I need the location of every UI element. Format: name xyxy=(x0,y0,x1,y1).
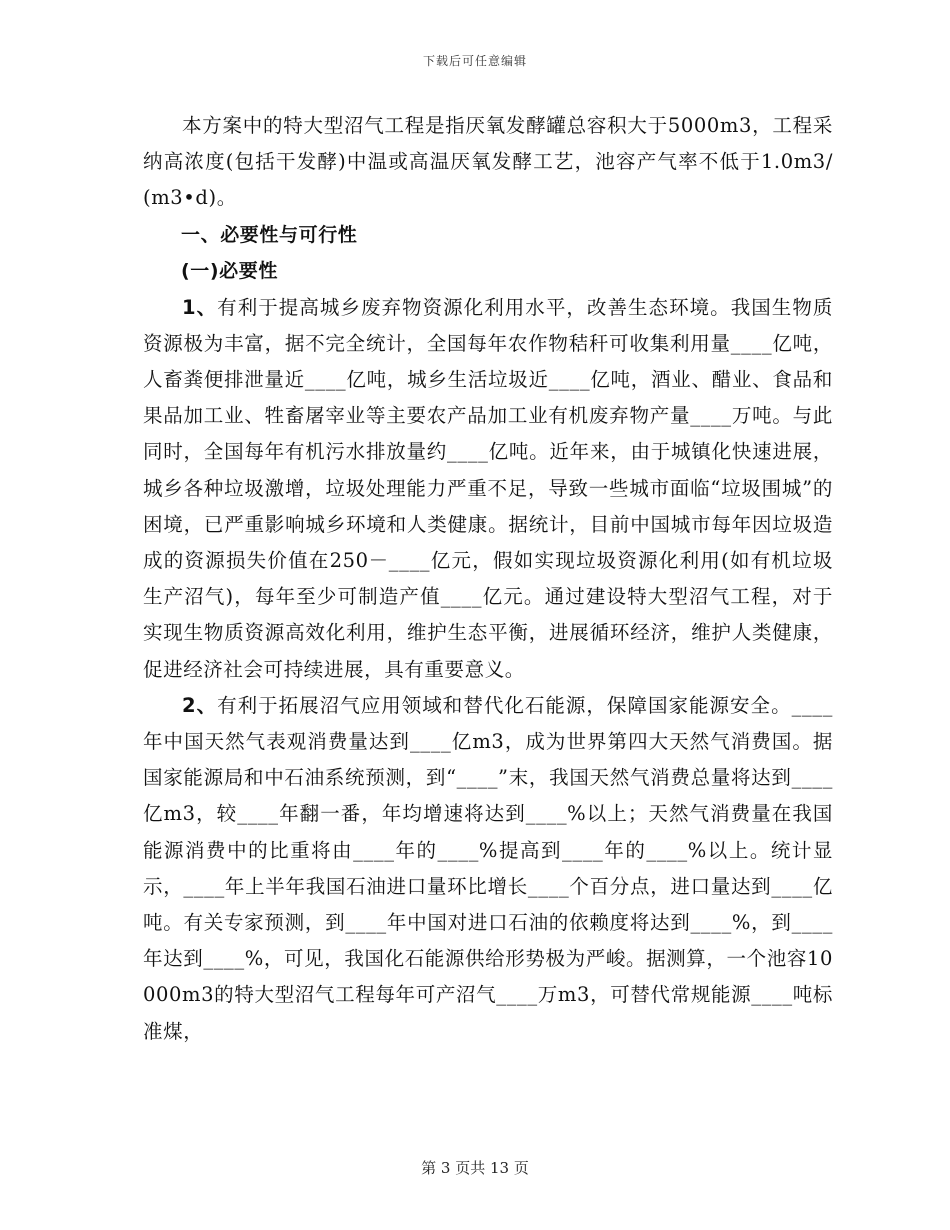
item-1-number: 1、 xyxy=(182,295,218,319)
item-2-text: 有利于拓展沼气应用领域和替代化石能源，保障国家能源安全。____年中国天然气表观消费量达到____亿m3，成为世界第四大天然气消费国。据国家能源局和中石油系统预测，到“____”末，我国天然气消费总量将达到____亿m3，较____年翻一番，年均增速将达到____%以上；天然气消费量在我国能源消费中的比重将由____年的____%提高到____年的____%以上。统计显示，____年上半年我国石油进口量环比增长____个百分点，进口量达到____亿吨。有关专家预测，到____年中国对进口石油的依赖度将达到____%，到____年达到____%，可见，我国化石能源供给形势极为严峻。据测算，一个池容10000m3的特大型沼气工程每年可产沼气____万m3，可替代常规能源____吨标准煤， xyxy=(143,693,833,1043)
document-body xyxy=(143,108,833,1050)
intro-paragraph: 本方案中的特大型沼气工程是指厌氧发酵罐总容积大于5000m3，工程采纳高浓度(包括干发酵)中温或高温厌氧发酵工艺，池容产气率不低于1.0m3/(m3•d)。 xyxy=(143,114,833,210)
section-title: 一、必要性与可行性 xyxy=(181,223,358,246)
subsection-title: (一)必要性 xyxy=(181,260,278,283)
page-header: 下载后可任意编辑 xyxy=(422,54,527,68)
page-footer: 第 3 页共 13 页 xyxy=(421,1159,529,1177)
item-1-paragraph xyxy=(143,290,833,688)
item-2-paragraph xyxy=(143,688,833,1050)
item-2-number: 2、 xyxy=(182,693,218,717)
item-1-text: 有利于提高城乡废弃物资源化利用水平，改善生态环境。我国生物质资源极为丰富，据不完全统计，全国每年农作物秸秆可收集利用量____亿吨，人畜粪便排泄量近____亿吨，城乡生活垃圾近____亿吨，酒业、醋业、食品和果品加工业、牲畜屠宰业等主要农产品加工业有机废弃物产量____万吨。与此同时，全国每年有机污水排放量约____亿吨。近年来，由于城镇化快速进展，城乡各种垃圾激增，垃圾处理能力严重不足，导致一些城市面临“垃圾围城”的困境，已严重影响城乡环境和人类健康。据统计，目前中国城市每年因垃圾造成的资源损失价值在250－____亿元，假如实现垃圾资源化利用(如有机垃圾生产沼气)，每年至少可制造产值____亿元。通过建设特大型沼气工程，对于实现生物质资源高效化利用，维护生态平衡，进展循环经济，维护人类健康，促进经济社会可持续进展，具有重要意义。 xyxy=(143,295,833,681)
